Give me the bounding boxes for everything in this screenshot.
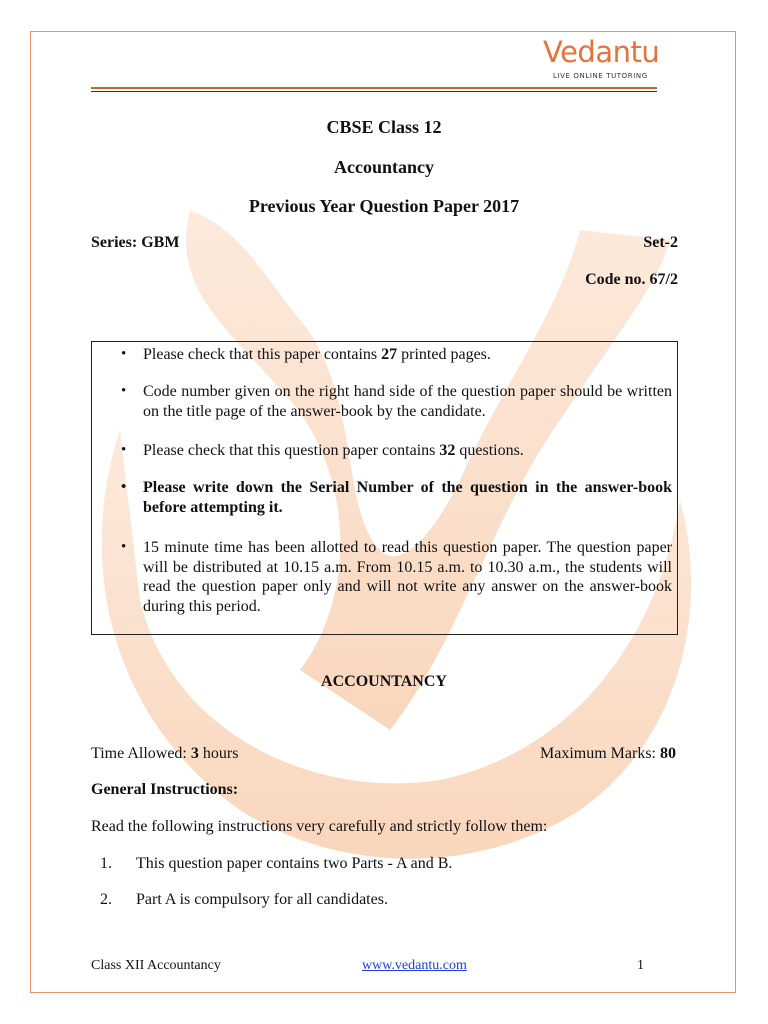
paper-title: Previous Year Question Paper 2017: [248, 196, 520, 216]
general-instructions-heading: General Instructions:: [91, 781, 239, 798]
logo-tagline: LIVE ONLINE TUTORING: [553, 72, 648, 80]
instruction-text: This question paper contains two Parts - A and B.: [136, 855, 453, 872]
notice-item: • Code number given on the right hand side of the question paper should be written on the title page of the answer-book by the candidate.: [143, 382, 672, 421]
time-allowed: Time Allowed: 3 hours: [91, 745, 239, 762]
maximum-marks: Maximum Marks: 80: [540, 745, 676, 762]
code-label: Code no. 67/2: [585, 271, 678, 288]
section-title: ACCOUNTANCY: [321, 673, 447, 690]
notice-item: • Please check that this paper contains 27 printed pages.: [143, 345, 672, 365]
notice-item: • Please write down the Serial Number of the question in the answer-book before attempting it.: [143, 478, 672, 517]
notice-item: • Please check that this question paper contains 32 questions.: [143, 441, 672, 461]
instruction-text: Part A is compulsory for all candidates.: [136, 891, 388, 908]
instruction-number: 1.: [100, 855, 112, 872]
header-rule: [91, 87, 657, 89]
notice-item: • 15 minute time has been allotted to read this question paper. The question paper will be distributed at 10.15 a.m. From 10.15 a.m. to 10.30 a.m., the students will read the question paper only and will not write any answer on the answer-book during this period.: [143, 538, 672, 616]
exam-title: CBSE Class 12: [326, 117, 442, 137]
vedantu-logo: [543, 35, 658, 85]
series-label: Series: GBM: [91, 234, 180, 251]
set-label: Set-2: [643, 234, 678, 251]
subject-title: Accountancy: [334, 157, 434, 177]
instructions-intro: Read the following instructions very carefully and strictly follow them:: [91, 818, 548, 835]
instruction-number: 2.: [100, 891, 112, 908]
footer-website-link[interactable]: www.vedantu.com: [362, 958, 467, 973]
notice-box: [91, 341, 678, 635]
page-number: 1: [637, 958, 644, 973]
footer-class: Class XII Accountancy: [91, 958, 221, 973]
header-rule-thin: [91, 91, 657, 92]
logo-wordmark: Vedantu: [543, 35, 660, 69]
